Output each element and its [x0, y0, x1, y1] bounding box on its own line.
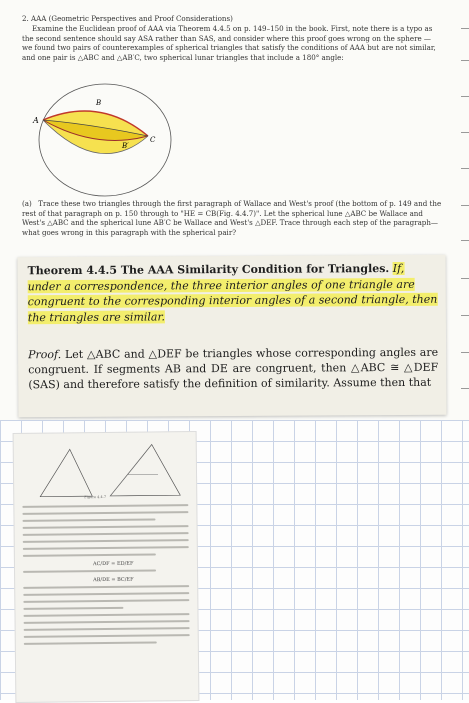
label-c: C — [150, 136, 156, 144]
triangle-def — [110, 444, 181, 496]
problem-paragraph: Examine the Euclidean proof of AAA via Theorem 4.4.5 on p. 149–150 in the book. First, note there is a typo as the second sentence should say ASA rather than SAS, and consider where this proof goes wrong on the sphere — we found two pairs of counterexamples of spherical triangles that satisfy the conditions of AAA but are not similar, and one pair is △ABC and △AB′C, two spherical lunar triangles that include a 180° angle: — [22, 24, 440, 62]
label-b-prime: B′ — [121, 142, 129, 150]
book-text-lines — [22, 504, 189, 650]
figure-caption: Figure 4.4.7 — [84, 495, 106, 499]
proof-text: Let △ABC and △DEF be triangles whose corresponding angles are congruent. If segments AB and DE are congruent, then △ABC ≅ △DEF (SAS) and therefore satisfy the definition of similarity. Assume then that — [28, 346, 438, 392]
triangle-abc — [40, 449, 92, 497]
part-a-text: Trace these two triangles through the first paragraph of Wallace and West's proof (the bottom of p. 149 and the rest of that paragraph on p. 150 through to "HE = CB(Fig. 4.4.7)". Let the spherical lune △ABC be Wallace and West's △ABC and the spherical lune AB′C be Wallace and West's △DEF. Trace through each step of the paragraph—what goes wrong in this paragraph with the spherical pair? — [22, 199, 441, 237]
label-a: A — [32, 116, 39, 125]
part-a-label: (a) — [22, 199, 36, 209]
theorem-statement: If, under a correspondence, the three interior angles of one triangle are congruent to the corresponding interior angles of a second triangle, then the triangles are similar. — [28, 262, 438, 324]
textbook-clipping — [18, 255, 447, 418]
problem-statement — [22, 14, 440, 62]
part-a — [22, 199, 442, 237]
spherical-lune-figure — [30, 78, 180, 198]
triangles-figure — [32, 440, 183, 502]
theorem-block — [28, 261, 438, 326]
book-page-photo — [13, 431, 200, 703]
proof-label: Proof. — [28, 348, 61, 361]
theorem-title: Theorem 4.4.5 The AAA Similarity Condition for Triangles. — [28, 262, 390, 277]
problem-heading: 2. AAA (Geometric Perspectives and Proof Considerations) — [22, 14, 440, 23]
fraction-2: AB/DE = BC/EF — [93, 576, 189, 583]
segment-dh — [110, 455, 144, 496]
fraction-1: AC/DF = ED/EF — [93, 560, 189, 567]
label-b: B — [95, 99, 101, 107]
proof-block — [28, 345, 438, 393]
